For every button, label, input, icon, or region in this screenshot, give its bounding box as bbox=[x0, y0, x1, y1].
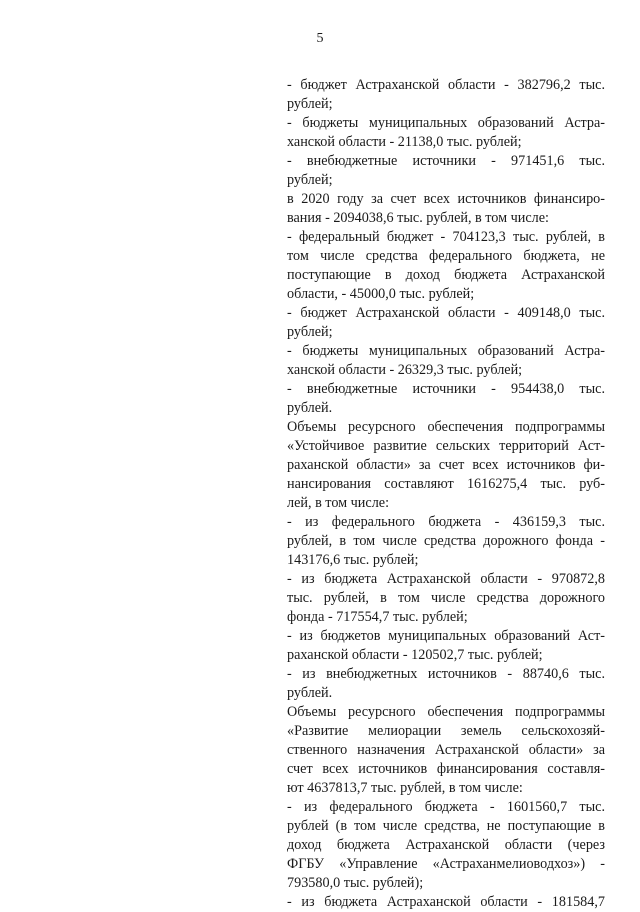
text-line: области, - 45000,0 тыс. рублей; bbox=[287, 286, 475, 302]
text-line: рублей; bbox=[287, 172, 333, 188]
text-line: Объемы ресурсного обеспечения подпрограммы bbox=[287, 419, 605, 435]
text-line: «Устойчивое развитие сельских территорий Аст- bbox=[287, 438, 605, 454]
text-line: - внебюджетные источники - 971451,6 тыс. bbox=[287, 153, 605, 169]
text-line: ханской области - 26329,3 тыс. рублей; bbox=[287, 362, 523, 378]
text-line: - из бюджета Астраханской области - 970872,8 bbox=[287, 571, 605, 587]
text-line: рублей, в том числе средства дорожного фонда - bbox=[287, 533, 605, 549]
text-line: 793580,0 тыс. рублей); bbox=[287, 875, 424, 891]
text-line: - бюджет Астраханской области - 382796,2 тыс. bbox=[287, 77, 605, 93]
text-line: рублей; bbox=[287, 324, 333, 340]
page-number: 5 bbox=[316, 31, 324, 46]
text-line: вания - 2094038,6 тыс. рублей, в том числе: bbox=[287, 210, 549, 226]
text-line: - федеральный бюджет - 704123,3 тыс. рублей, в bbox=[287, 229, 605, 245]
text-column bbox=[287, 76, 605, 912]
text-line: фонда - 717554,7 тыс. рублей; bbox=[287, 609, 468, 625]
text-line: ханской области - 21138,0 тыс. рублей; bbox=[287, 134, 522, 150]
text-line: ют 4637813,7 тыс. рублей, в том числе: bbox=[287, 780, 523, 796]
text-line: - бюджеты муниципальных образований Астра- bbox=[287, 115, 605, 131]
text-line: рублей (в том числе средства, не поступающие в bbox=[287, 818, 605, 834]
text-line: ственного назначения Астраханской области» за bbox=[287, 742, 605, 758]
text-line: Объемы ресурсного обеспечения подпрограммы bbox=[287, 704, 605, 720]
text-line: 143176,6 тыс. рублей; bbox=[287, 552, 419, 568]
text-line: «Развитие мелиорации земель сельскохозяй- bbox=[287, 723, 605, 739]
text-line: лей, в том числе: bbox=[287, 495, 390, 511]
text-line: поступающие в доход бюджета Астраханской bbox=[287, 267, 605, 283]
text-line: рублей. bbox=[287, 400, 333, 416]
text-line: - из внебюджетных источников - 88740,6 тыс. bbox=[287, 666, 605, 682]
text-line: - бюджеты муниципальных образований Астра- bbox=[287, 343, 605, 359]
text-line: рублей. bbox=[287, 685, 333, 701]
text-line: доход бюджета Астраханской области (через bbox=[287, 837, 605, 853]
text-line: - внебюджетные источники - 954438,0 тыс. bbox=[287, 381, 605, 397]
text-line: раханской области» за счет всех источников фи- bbox=[287, 457, 605, 473]
text-line: нансирования составляют 1616275,4 тыс. руб- bbox=[287, 476, 605, 492]
text-line: рублей; bbox=[287, 96, 333, 112]
text-line: тыс. рублей, в том числе средства дорожного bbox=[287, 590, 605, 606]
text-line: ФГБУ «Управление «Астраханмелиоводхоз») - bbox=[287, 856, 605, 872]
text-line: раханской области - 120502,7 тыс. рублей; bbox=[287, 647, 543, 663]
text-line: - бюджет Астраханской области - 409148,0 тыс. bbox=[287, 305, 605, 321]
text-line: счет всех источников финансирования составля- bbox=[287, 761, 605, 777]
text-line: в 2020 году за счет всех источников финансиро- bbox=[287, 191, 605, 207]
text-line: - из бюджета Астраханской области - 181584,7 bbox=[287, 894, 605, 910]
text-line: - из федерального бюджета - 1601560,7 тыс. bbox=[287, 799, 605, 815]
text-line: - из федерального бюджета - 436159,3 тыс. bbox=[287, 514, 605, 530]
text-line: - из бюджетов муниципальных образований Аст- bbox=[287, 628, 605, 644]
text-line: том числе средства федерального бюджета, не bbox=[287, 248, 605, 264]
